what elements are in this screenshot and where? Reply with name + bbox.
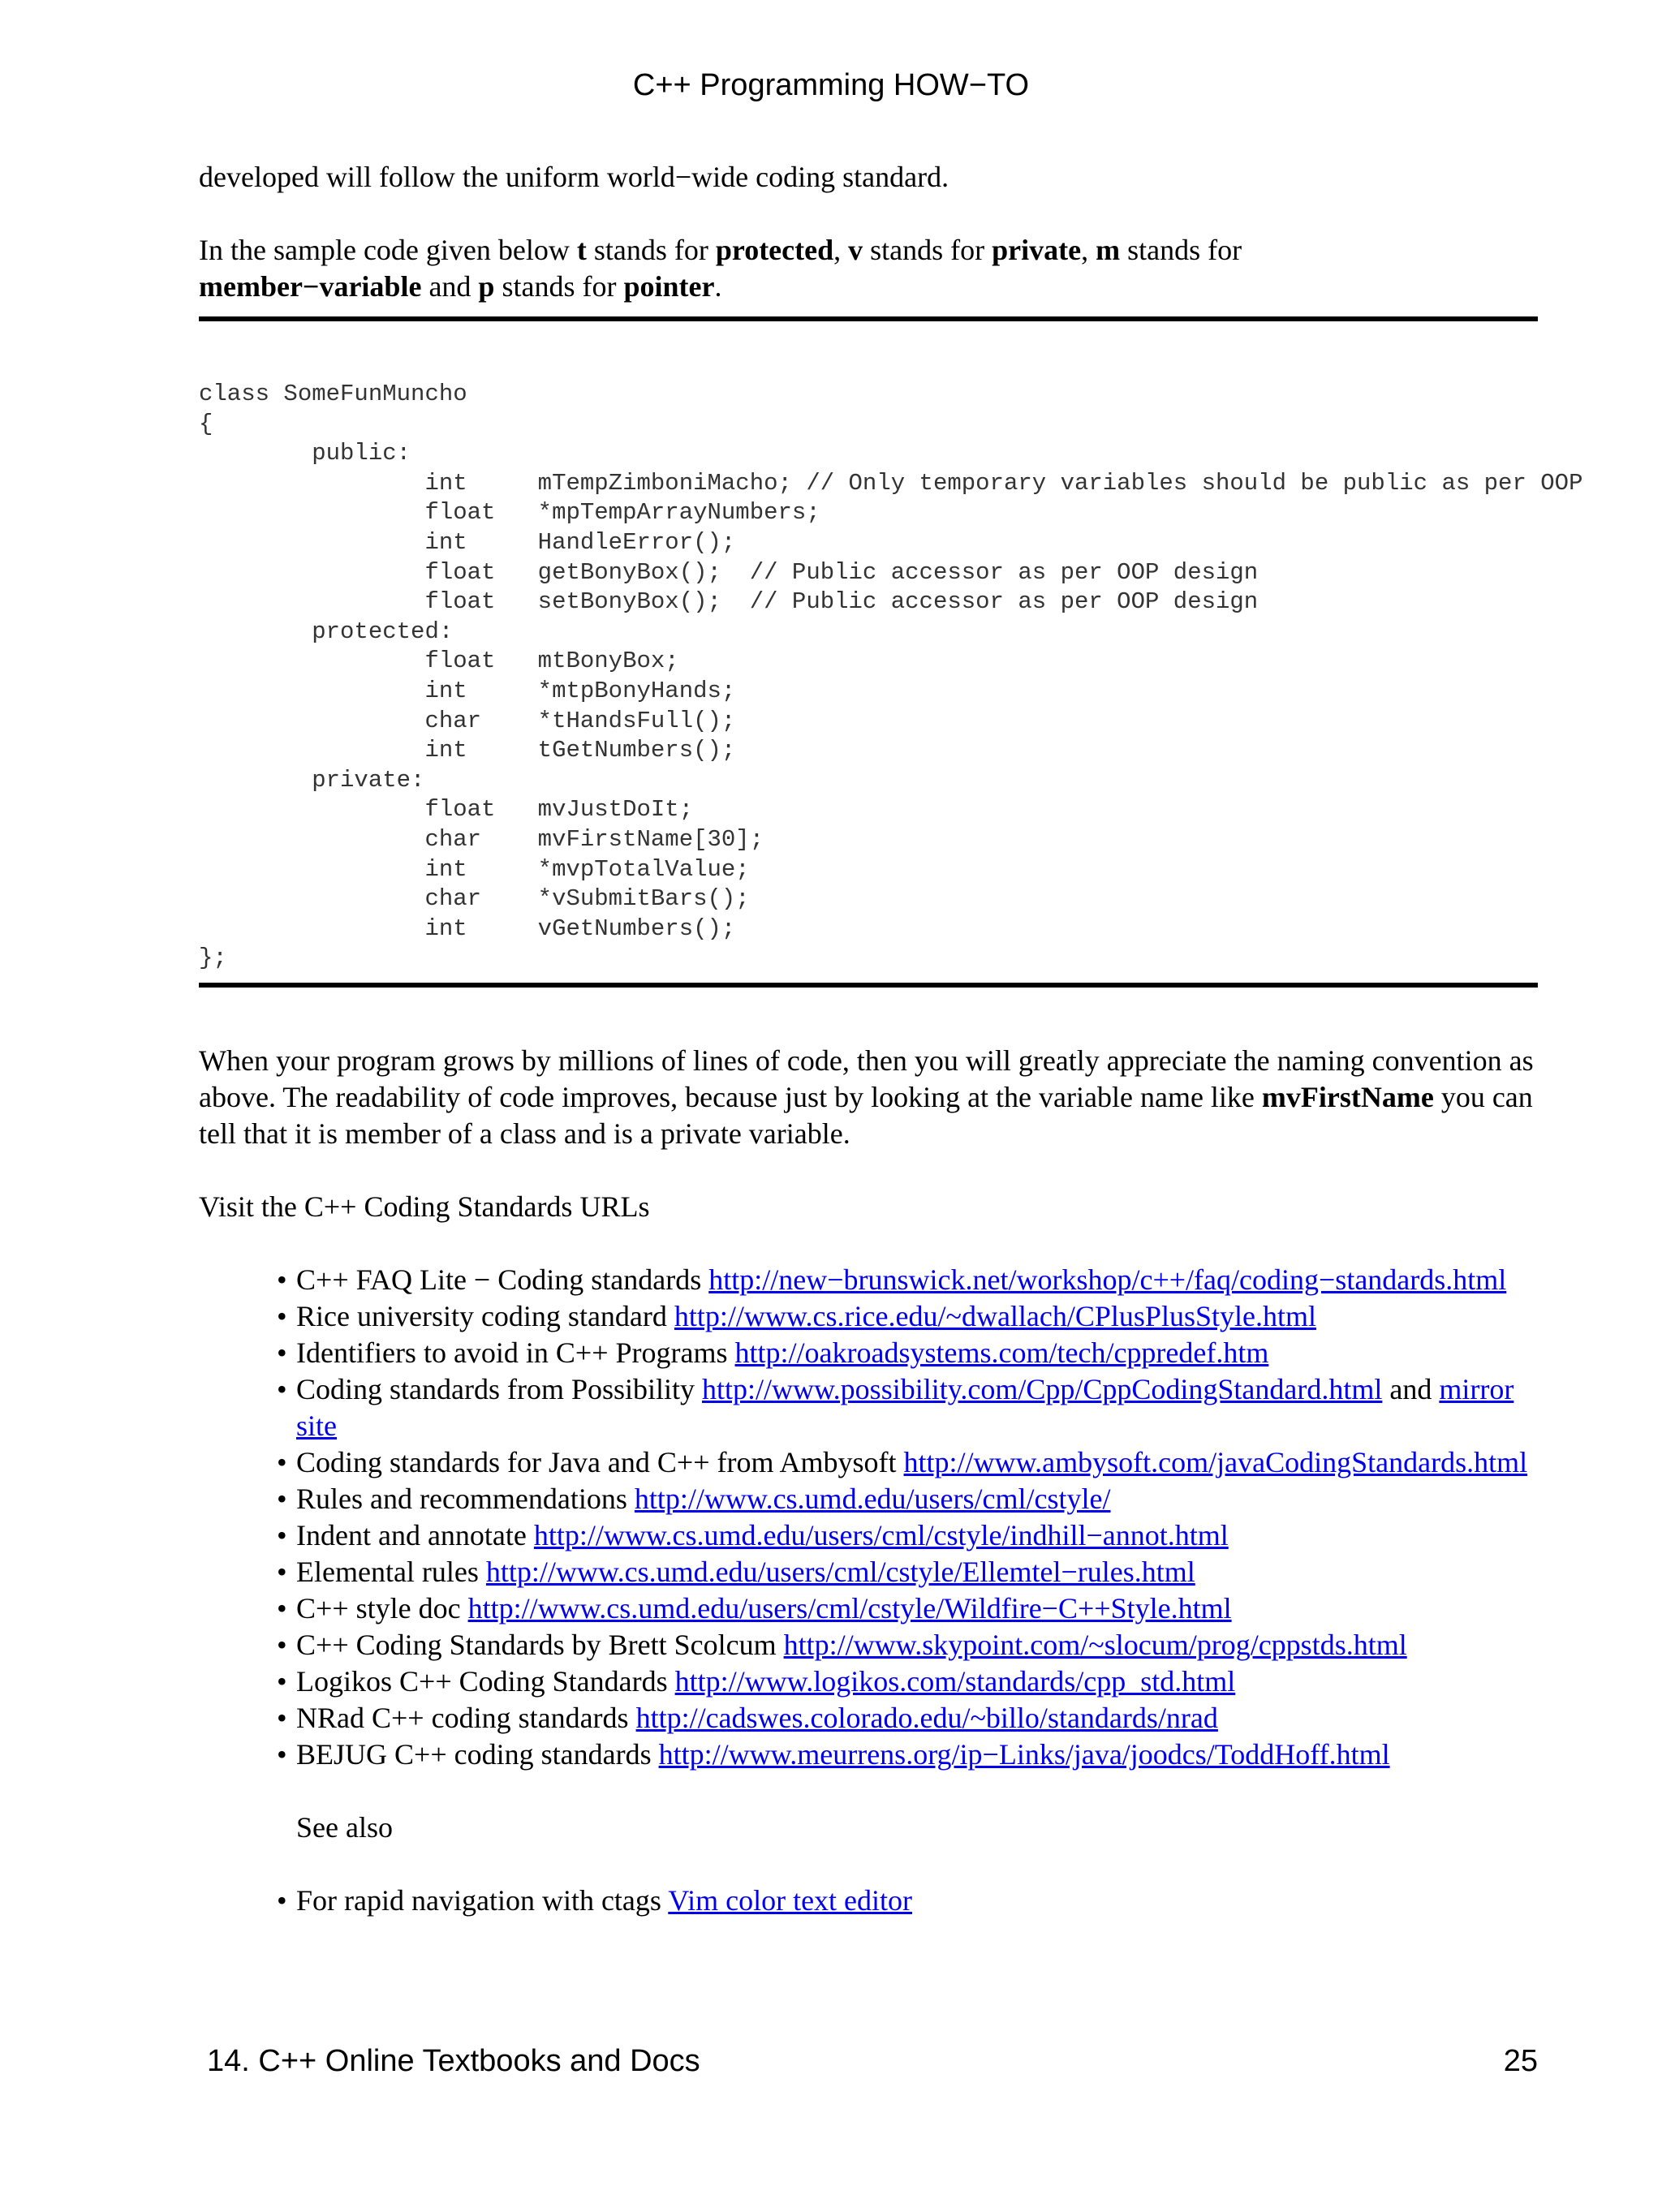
page-header: C++ Programming HOW−TO bbox=[632, 68, 1030, 102]
vim-link[interactable]: Vim color text editor bbox=[668, 1883, 913, 1917]
bullet-icon: • bbox=[277, 1372, 287, 1405]
intro-line: developed will follow the uniform world−wide coding standard. bbox=[199, 161, 949, 193]
legend-paragraph: In the sample code given below t stands for protected, v stands for private, m stands for member−variable and p stands for pointer. bbox=[199, 234, 1242, 303]
bullet-icon: • bbox=[277, 1591, 287, 1625]
standard-link[interactable]: http://www.cs.umd.edu/users/cml/cstyle/Wildfire−C++Style.html bbox=[467, 1591, 1232, 1625]
standard-link[interactable]: http://cadswes.colorado.edu/~billo/standards/nrad bbox=[635, 1701, 1218, 1734]
bullet-icon: • bbox=[277, 1628, 287, 1661]
bullet-icon: • bbox=[277, 1737, 287, 1771]
bullet-icon: • bbox=[277, 1518, 287, 1551]
standard-link[interactable]: http://www.possibility.com/Cpp/CppCodingStandard.html bbox=[702, 1372, 1383, 1405]
list-item: • Rice university coding standard http://www.cs.rice.edu/~dwallach/CPlusPlusStyle.html bbox=[199, 1298, 1538, 1335]
bullet-icon: • bbox=[277, 1263, 287, 1296]
bullet-icon: • bbox=[277, 1555, 287, 1588]
standard-link[interactable]: http://www.cs.umd.edu/users/cml/cstyle/ bbox=[634, 1482, 1111, 1515]
page-content bbox=[199, 159, 1583, 1919]
page-number: 25 bbox=[1503, 2044, 1538, 2078]
list-item: • NRad C++ coding standards http://cadswes.colorado.edu/~billo/standards/nrad bbox=[199, 1700, 1538, 1736]
bullet-icon: • bbox=[277, 1482, 287, 1515]
list-item: • Logikos C++ Coding Standards http://www.logikos.com/standards/cpp_std.html bbox=[199, 1663, 1538, 1700]
list-item: • Elemental rules http://www.cs.umd.edu/users/cml/cstyle/Ellemtel−rules.html bbox=[199, 1554, 1538, 1590]
standard-link[interactable]: http://www.ambysoft.com/javaCodingStandards.html bbox=[903, 1445, 1528, 1478]
bottom-rule bbox=[199, 983, 1538, 988]
see-also-label: See also bbox=[296, 1810, 393, 1844]
bullet-icon: • bbox=[277, 1701, 287, 1734]
visit-heading: Visit the C++ Coding Standards URLs bbox=[199, 1190, 650, 1223]
bullet-icon: • bbox=[277, 1664, 287, 1698]
page-footer bbox=[207, 2044, 1538, 2079]
bullet-icon: • bbox=[277, 1336, 287, 1369]
bullet-icon: • bbox=[277, 1883, 287, 1917]
standard-link[interactable]: http://www.skypoint.com/~slocum/prog/cppstds.html bbox=[783, 1628, 1407, 1661]
list-item: • Coding standards from Possibility http://www.possibility.com/Cpp/CppCodingStandard.html and mirror site bbox=[277, 1372, 1514, 1442]
list-item: • C++ FAQ Lite − Coding standards http://new−brunswick.net/workshop/c++/faq/coding−standards.html bbox=[199, 1262, 1538, 1298]
naming-paragraph: When your program grows by millions of lines of code, then you will greatly appreciate the naming convention as above. The readability of code improves, because just by looking at the variable name like mvFirstName you can tell that it is member of a class and is a private variable. bbox=[199, 1044, 1534, 1150]
bullet-icon: • bbox=[277, 1445, 287, 1478]
list-item: • For rapid navigation with ctags Vim color text editor bbox=[199, 1883, 1538, 1919]
list-item: • Rules and recommendations http://www.cs.umd.edu/users/cml/cstyle/ bbox=[199, 1481, 1538, 1517]
list-item: • Indent and annotate http://www.cs.umd.edu/users/cml/cstyle/indhill−annot.html bbox=[199, 1517, 1538, 1554]
bullet-icon: • bbox=[277, 1299, 287, 1332]
list-item: • C++ style doc http://www.cs.umd.edu/users/cml/cstyle/Wildfire−C++Style.html bbox=[199, 1590, 1538, 1627]
mirror-link[interactable]: mirror site bbox=[296, 1372, 1514, 1442]
list-item: • BEJUG C++ coding standards http://www.meurrens.org/ip−Links/java/joodcs/ToddHoff.html bbox=[199, 1736, 1538, 1773]
standards-link-list bbox=[199, 1262, 1538, 1773]
standard-link[interactable]: http://www.cs.umd.edu/users/cml/cstyle/indhill−annot.html bbox=[533, 1518, 1229, 1551]
standard-link[interactable]: http://new−brunswick.net/workshop/c++/faq/coding−standards.html bbox=[708, 1263, 1507, 1296]
standard-link[interactable]: http://www.cs.umd.edu/users/cml/cstyle/Ellemtel−rules.html bbox=[485, 1555, 1195, 1588]
list-item: • Coding standards for Java and C++ from Ambysoft http://www.ambysoft.com/javaCodingStandards.html bbox=[199, 1444, 1538, 1481]
see-also-list bbox=[199, 1883, 1538, 1919]
footer-section: 14. C++ Online Textbooks and Docs bbox=[207, 2044, 700, 2078]
standard-link[interactable]: http://www.cs.rice.edu/~dwallach/CPlusPlusStyle.html bbox=[674, 1299, 1316, 1332]
code-block: class SomeFunMuncho { public: int mTempZimboniMacho; // Only temporary variables should be public as per OOP float *mpTempArrayNumbers; int HandleError(); float getBonyBox(); // Public accessor as per OOP design float setBonyBox(); // Public accessor as per OOP design protected: float mtBonyBox; int *mtpBonyHands; char *tHandsFull(); int tGetNumbers(); private: float mvJustDoIt; char mvFirstName[30]; int *mvpTotalValue; char *vSubmitBars(); int vGetNumbers(); }; bbox=[199, 381, 1583, 972]
list-item: • Identifiers to avoid in C++ Programs http://oakroadsystems.com/tech/cppredef.htm bbox=[199, 1335, 1538, 1371]
standard-link[interactable]: http://www.logikos.com/standards/cpp_std.html bbox=[674, 1664, 1236, 1698]
top-rule bbox=[199, 316, 1538, 321]
standard-link[interactable]: http://oakroadsystems.com/tech/cppredef.htm bbox=[734, 1336, 1269, 1369]
list-item: • C++ Coding Standards by Brett Scolcum http://www.skypoint.com/~slocum/prog/cppstds.html bbox=[199, 1627, 1538, 1663]
standard-link[interactable]: http://www.meurrens.org/ip−Links/java/joodcs/ToddHoff.html bbox=[658, 1737, 1390, 1771]
